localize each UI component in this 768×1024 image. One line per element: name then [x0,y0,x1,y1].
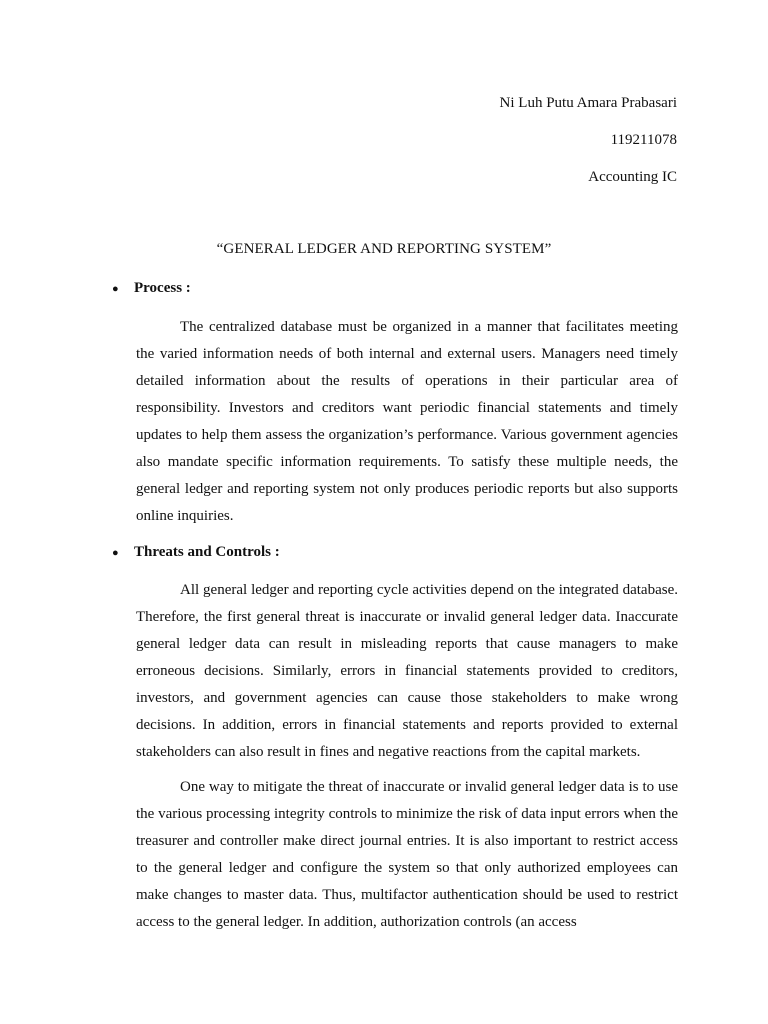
bullet-icon: ● [112,546,119,559]
section-heading-process [112,280,191,297]
author-name: Ni Luh Putu Amara Prabasari [499,95,677,111]
section-heading-label: Threats and Controls : [134,544,280,560]
section-heading-threats-controls [112,544,280,561]
class-name: Accounting IC [588,169,677,185]
student-id: 119211078 [610,132,677,148]
paragraph-process: The centralized database must be organized in a manner that facilitates meeting the varied information needs of both internal and external users. Managers need timely detailed information about the results of operations in their particular area of responsibility. Investors and creditors want periodic financial statements and timely updates to help them assess the organization’s performance. Various government agencies also mandate specific information requirements. To satisfy these multiple needs, the general ledger and reporting system not only produces periodic reports but also supports online inquiries. [136,319,678,524]
section-heading-label: Process : [134,280,191,296]
bullet-icon: ● [112,282,119,295]
paragraph-threats-1: All general ledger and reporting cycle activities depend on the integrated database. Therefore, the first general threat is inaccurate or invalid general ledger data. Inaccurate general ledger data can result in misleading reports that cause managers to make erroneous decisions. Similarly, errors in financial statements provided to creditors, investors, and government agencies can cause those stakeholders to make wrong decisions. In addition, errors in financial statements and reports provided to external stakeholders can also result in fines and negative reactions from the capital markets. [136,582,678,760]
author-block [500,93,677,204]
document-title: “GENERAL LEDGER AND REPORTING SYSTEM” [216,241,552,257]
paragraph-threats-2: One way to mitigate the threat of inaccurate or invalid general ledger data is to use the various processing integrity controls to minimize the risk of data input errors when the treasurer and controller make direct journal entries. It is also important to restrict access to the general ledger and configure the system so that only authorized employees can make changes to master data. Thus, multifactor authentication should be used to restrict access to the general ledger. In addition, authorization controls (an access [136,779,678,930]
